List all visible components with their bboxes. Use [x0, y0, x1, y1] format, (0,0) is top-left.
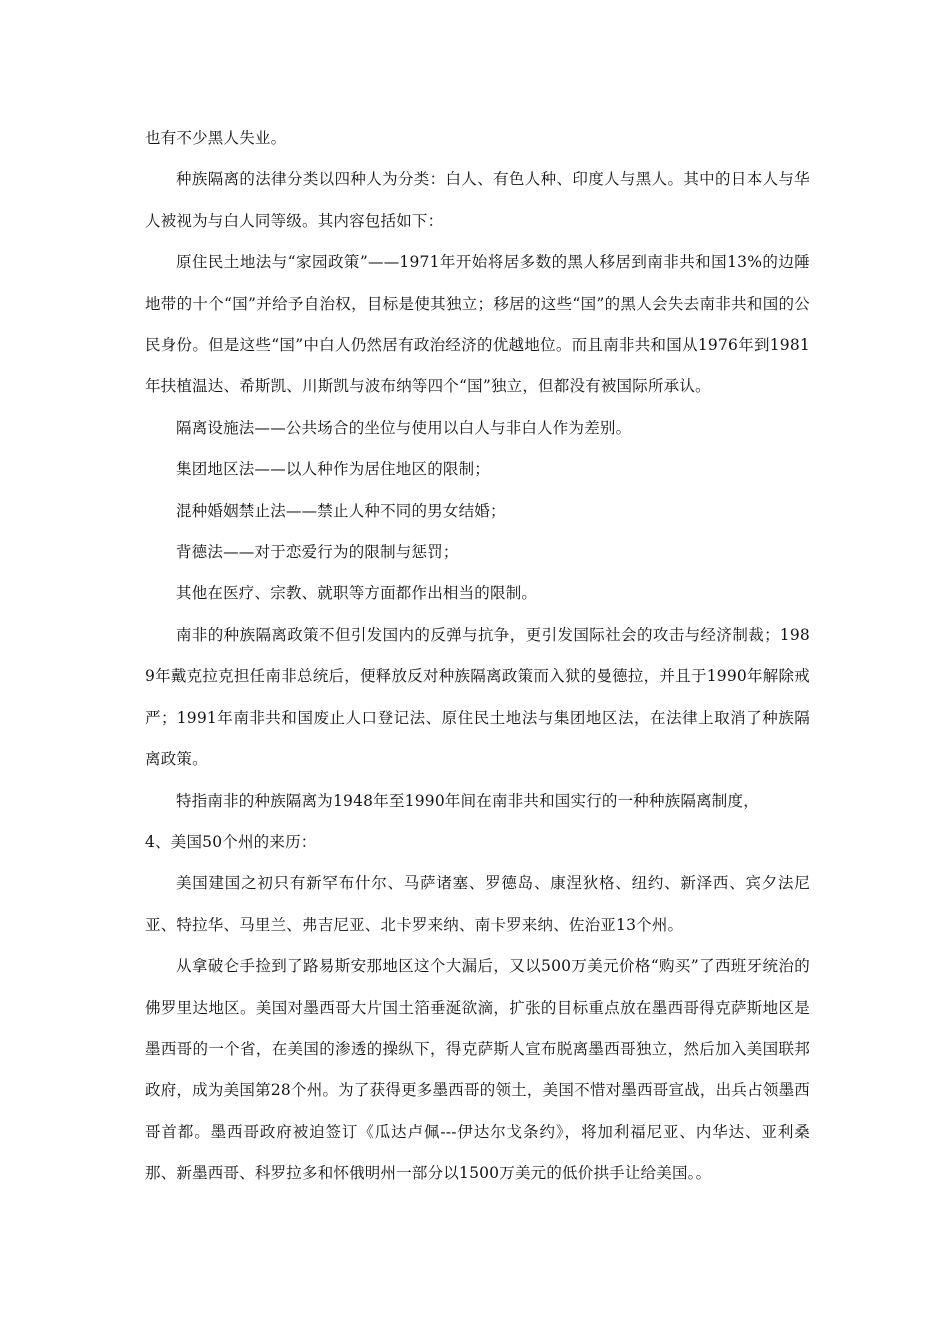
paragraph-expansion: 从拿破仑手捡到了路易斯安那地区这个大漏后，又以500万美元价格“购买”了西班牙统治的佛罗里达地区。美国对墨西哥大片国土箔垂涎欲滴，扩张的目标重点放在墨西哥得克萨斯地区是墨西哥的一个省，在美国的渗透的操纵下，得克萨斯人宣布脱离墨西哥独立，然后加入美国联邦政府，成为美国第28个州。为了获得更多墨西哥的领土，美国不惜对墨西哥宣战，出兵占领墨西哥首都。墨西哥政府被迫签订《瓜达卢佩---伊达尔戈条约》，将加利福尼亚、内华达、亚利桑那、新墨西哥、科罗拉多和怀俄明州一部分以1500万美元的低价拱手让给美国。。 [145, 957, 810, 1183]
paragraph-sanctions: 南非的种族隔离政策不但引发国内的反弹与抗争，更引发国际社会的攻击与经济制裁；1989年戴克拉克担任南非总统后，便释放反对种族隔离政策而入狱的曼德拉，并且于1990年解除戒严；1991年南非共和国废止人口登记法、原住民土地法与集团地区法，在法律上取消了种族隔离政策。 [145, 625, 810, 769]
paragraph-facilities-act: 隔离设施法——公共场合的坐位与使用以白人与非白人作为差别。 [176, 418, 632, 437]
paragraph-definition: 特指南非的种族隔离为1948年至1990年间在南非共和国实行的一种种族隔离制度， [176, 791, 759, 810]
paragraph-mixed-marriage-act: 混种婚姻禁止法——禁止人种不同的男女结婚； [176, 501, 506, 520]
section-heading-us-states: 4、美国50个州的来历： [145, 832, 317, 851]
paragraph-original-thirteen: 美国建国之初只有新罕布什尔、马萨诸塞、罗德岛、康涅狄格、纽约、新泽西、宾夕法尼亚、特拉华、马里兰、弗吉尼亚、北卡罗来纳、南卡罗来纳、佐治亚13个州。 [145, 874, 810, 934]
paragraph-group-areas-act: 集团地区法——以人种作为居住地区的限制； [176, 460, 491, 479]
paragraph-land-act: 原住民土地法与“家园政策”——1971年开始将居多数的黑人移居到南非共和国13%的边陲地带的十个“国”并给予自治权，目标是使其独立；移居的这些“国”的黑人会失去南非共和国的公民身份。但是这些“国”中白人仍然居有政治经济的优越地位。而且南非共和国从1976年到1981年扶植温达、希斯凯、川斯凯与波布纳等四个“国”独立，但都没有被国际所承认。 [145, 253, 810, 396]
paragraph-immorality-act: 背德法——对于恋爱行为的限制与惩罚； [176, 543, 459, 562]
paragraph-unemployment: 也有不少黑人失业。 [145, 129, 287, 147]
paragraph-legal-classification: 种族隔离的法律分类以四种人为分类：白人、有色人种、印度人与黑人。其中的日本人与华人被视为与白人同等级。其内容包括如下： [145, 170, 810, 230]
paragraph-other-restrictions: 其他在医疗、宗教、就职等方面都作出相当的限制。 [176, 584, 538, 603]
document-body [145, 118, 810, 1195]
